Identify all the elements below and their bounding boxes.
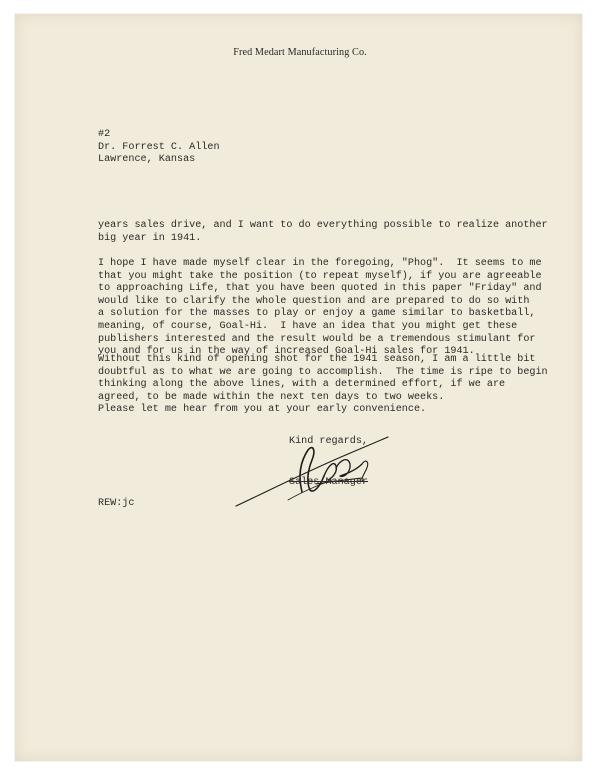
body-paragraph-1	[98, 220, 548, 245]
typist-initials: REW:jc	[98, 498, 135, 509]
body-paragraph-3	[98, 354, 548, 404]
letterhead-company: Fred Medart Manufacturing Co.	[233, 47, 367, 58]
paragraph-line: would like to clarify the whole question and are prepared to do so with	[98, 295, 530, 307]
body-paragraph-4	[98, 404, 426, 417]
signer-title: Sales Manager	[289, 477, 368, 488]
recipient-name: Dr. Forrest C. Allen	[98, 141, 220, 153]
paragraph-line: you and for us in the way of increased Goal-Hi sales for 1941.	[98, 346, 475, 358]
paragraph-line: meaning, of course, Goal-Hi. I have an idea that you might get these	[98, 320, 518, 332]
recipient-address	[98, 129, 220, 167]
paragraph-line: years sales drive, and I want to do everything possible to realize another	[98, 220, 548, 231]
paragraph-line: Without this kind of opening shot for the 1941 season, I am a little bit	[98, 354, 536, 365]
body-paragraph-2	[98, 258, 542, 359]
paragraph-line: publishers interested and the result would be a tremendous stimulant for	[98, 333, 536, 345]
paragraph-line: to approaching Life, that you have been quoted in this paper "Friday" and	[98, 283, 542, 295]
paragraph-line: a solution for the masses to play or enjoy a game similar to basketball,	[98, 308, 536, 320]
paragraph-line: big year in 1941.	[98, 232, 202, 244]
paragraph-line: thinking along the above lines, with a determined effort, if we are	[98, 379, 506, 391]
page-number: #2	[98, 129, 111, 140]
recipient-city: Lawrence, Kansas	[98, 154, 196, 166]
closing-salutation: Kind regards,	[289, 436, 368, 447]
paragraph-line: Please let me hear from you at your early convenience.	[98, 404, 427, 415]
paragraph-line: agreed, to be made within the next ten days to two weeks.	[98, 391, 445, 403]
paragraph-line: that you might take the position (to repeat myself), if you are agreeable	[98, 270, 542, 282]
handwritten-signature	[230, 420, 400, 515]
paragraph-line: doubtful as to what we are going to accomplish. The time is ripe to begin	[98, 366, 548, 378]
paragraph-line: I hope I have made myself clear in the foregoing, "Phog". It seems to me	[98, 258, 542, 269]
